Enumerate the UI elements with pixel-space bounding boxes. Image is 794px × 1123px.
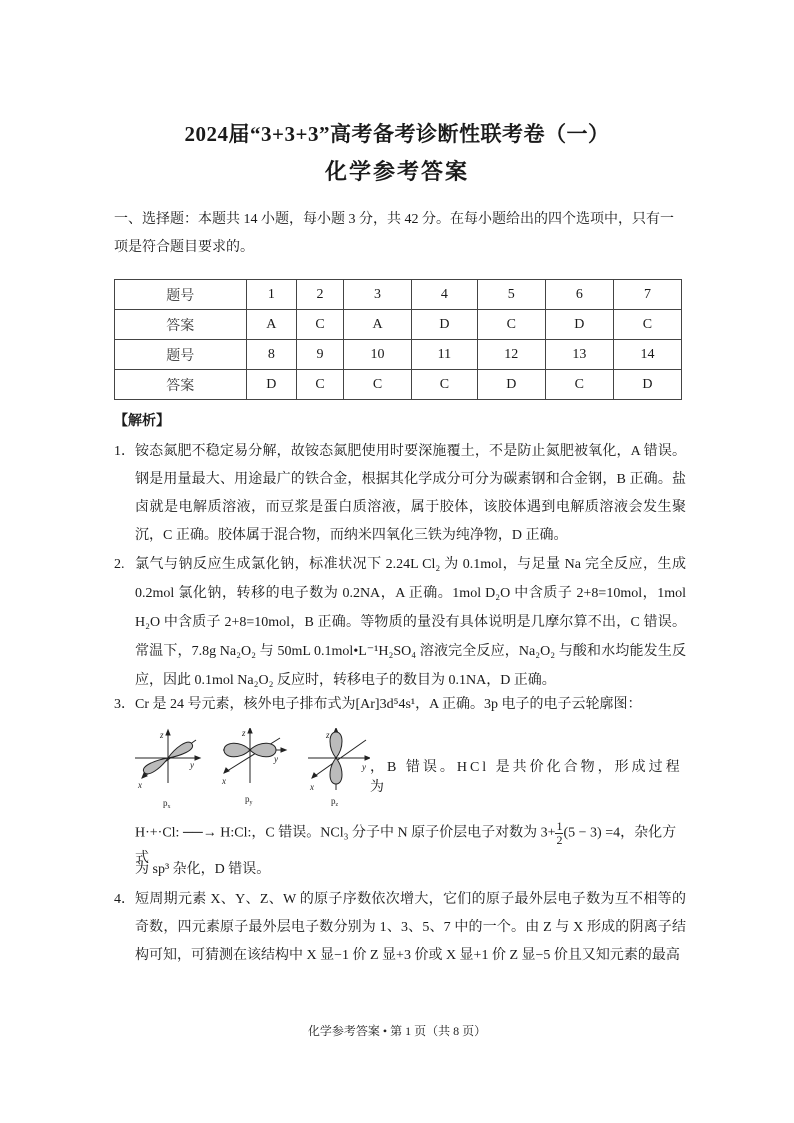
answer-cell: C [297,370,344,400]
question-number: 6 [545,280,613,310]
svg-text:z: z [326,730,330,740]
table-row [115,340,682,370]
item-3-text: ，C 错误。NCl₃ 分子中 N 原子价层电子对数为 3+ [251,825,556,841]
svg-text:y: y [190,760,194,770]
svg-text:px: $p_x$ [163,798,171,810]
table-row [115,310,682,340]
answer-cell: A [343,310,411,340]
svg-text:x: x [138,780,142,790]
fraction-denominator: 2 [556,833,563,847]
item-text: Cr 是 24 号元素，核外电子排布式为[Ar]3d⁵4s¹，A 正确。3p 电子的电子云轮廓图： [135,697,642,712]
question-number: 13 [545,340,613,370]
question-number: 12 [477,340,545,370]
answer-cell: C [613,310,681,340]
table-row [115,280,682,310]
pz-orbital-icon [308,728,370,808]
row-label: 答案 [115,310,247,340]
svg-text:y: y [362,762,366,772]
item-text: 氯气与钠反应生成氯化钠，标准状况下 2.24L Cl₂ 为 0.1mol，与足量 Na 完全反应，生成 0.2mol 氯化钠，转移的电子数为 0.2NA，A 正确。1mol D₂O 中含质子 2+8=10mol，1mol H₂O 中含质子 2+8=10mol，B 正确。等物质的量没有具体说明是几摩尔算不出，C 错误。常温下，7.8g Na₂O₂ 与 50mL 0.1mol•L⁻¹H₂SO₄ 溶液完全反应，Na₂O₂ 与酸和水均能发生反应，因此 0.1mol Na₂O₂ 反应时，转移电子的数目为 0.1NA，D 正确。 [135,557,686,688]
answer-cell: C [477,310,545,340]
px-orbital-icon [135,730,200,810]
analysis-item-2 [114,550,686,695]
answer-cell: C [343,370,411,400]
answer-cell: D [477,370,545,400]
answer-table [114,279,682,400]
item-number: 2. [114,557,125,572]
table-row [115,370,682,400]
row-label: 题号 [115,280,247,310]
answer-cell: C [297,310,344,340]
svg-text:pz: $p_z$ [331,796,339,808]
question-number: 3 [343,280,411,310]
row-label: 答案 [115,370,247,400]
answer-cell: D [613,370,681,400]
item-3-continuation: ，B 错误。HCl 是共价化合物，形成过程为 [370,760,683,795]
question-number: 10 [343,340,411,370]
svg-text:py: $p_y$ [245,794,253,806]
question-number: 11 [412,340,478,370]
item-number: 3． [114,697,135,712]
item-text: 短周期元素 X、Y、Z、W 的原子序数依次增大，它们的原子最外层电子数为互不相等的奇数，四元素原子最外层电子数分别为 1、3、5、7 中的一个。由 Z 与 X 形成的阴离子结构可知，可猜测在该结构中 X 显−1 价 Z 显+3 价或 X 显+1 价 Z 显−5 价且又知元素的最高 [135,892,686,963]
analysis-item-4 [114,886,686,970]
question-number: 1 [246,280,296,310]
item-number: 1． [114,444,135,459]
svg-text:y: y [274,754,278,764]
page-footer: 化学参考答案 • 第 1 页（共 8 页） [307,1024,487,1038]
svg-text:z: z [242,728,246,738]
answer-cell: D [545,310,613,340]
item-number: 4． [114,892,135,907]
question-number: 14 [613,340,681,370]
analysis-item-1 [114,438,686,550]
answer-cell: A [246,310,296,340]
p-orbital-diagram [130,728,370,813]
fraction-numerator: 1 [556,819,563,833]
item-text: 铵态氮肥不稳定易分解，故铵态氮肥使用时要深施覆土，不是防止氮肥被氧化，A 错误。钢是用量最大、用途最广的铁合金，根据其化学成分可分为碳素钢和合金钢，B 正确。盐卤就是电解质溶液，而豆浆是蛋白质溶液，属于胶体，该胶体遇到电解质溶液会发生聚沉，C 正确。胶体属于混合物，而纳米四氧化三铁为纯净物，D 正确。 [135,444,686,543]
answer-cell: C [545,370,613,400]
section-instruction: 一、选择题：本题共 14 小题，每小题 3 分，共 42 分。在每小题给出的四个选项中，只有一项是符合题目要求的。 [114,212,674,255]
py-orbital-icon [221,728,286,806]
item-3-text-tail: (5 − 3) =4，杂化方式 [135,825,677,866]
answer-cell: D [246,370,296,400]
question-number: 8 [246,340,296,370]
hcl-lewis-formation: H·+·Cl: ──→ H:Cl: [135,825,252,841]
question-number: 7 [613,280,681,310]
answer-cell: C [412,370,478,400]
svg-text:z: z [160,730,164,740]
question-number: 2 [297,280,344,310]
analysis-item-3 [114,691,686,719]
row-label: 题号 [115,340,247,370]
document-title: 2024届“3+3+3”高考备考诊断性联考卷（一） [184,122,610,146]
item-3-final-line: 为 sp³ 杂化，D 错误。 [135,862,271,877]
answer-cell: D [412,310,478,340]
svg-text:x: x [310,782,314,792]
question-number: 9 [297,340,344,370]
svg-text:x: x [222,776,226,786]
question-number: 5 [477,280,545,310]
question-number: 4 [412,280,478,310]
analysis-heading: 【解析】 [114,414,170,429]
document-subtitle: 化学参考答案 [324,159,469,184]
